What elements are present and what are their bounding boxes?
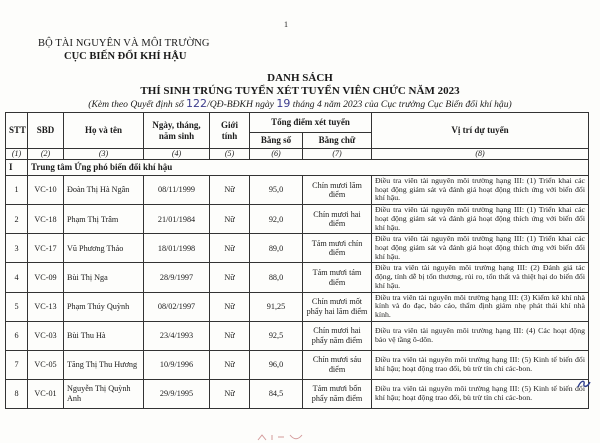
header-score-number: Bằng số — [250, 133, 303, 149]
cell-score-text: Chín mươi hai phẩy năm điểm — [303, 321, 372, 350]
cell-name: Nguyễn Thị Quỳnh Anh — [64, 379, 144, 408]
cell-gender: Nữ — [210, 205, 250, 234]
header-score-text: Bằng chữ — [303, 133, 372, 149]
cell-position: Điều tra viên tài nguyên môi trường hạng III: (1) Triển khai các hoạt động giám sát và đánh giá hoạt động thích ứng với biến đổi khí hậu. — [372, 176, 589, 205]
document-title: DANH SÁCH — [267, 72, 333, 84]
table-row — [6, 379, 589, 408]
cell-dob: 08/11/1999 — [144, 176, 210, 205]
cell-position: Điều tra viên tài nguyên môi trường hạng III: (1) Triển khai các hoạt động giám sát và đánh giá hoạt động thích ứng với biến đổi khí hậu. — [372, 234, 589, 263]
decision-text-1: (Kèm theo Quyết định số — [88, 99, 187, 110]
cell-gender: Nữ — [210, 379, 250, 408]
cell-stt: 1 — [6, 176, 28, 205]
cell-dob: 21/01/1984 — [144, 205, 210, 234]
decision-number-handwritten: 122 — [186, 97, 208, 110]
cell-stt: 7 — [6, 350, 28, 379]
cell-dob: 29/9/1995 — [144, 379, 210, 408]
table-row — [6, 350, 589, 379]
header-score-group: Tổng điểm xét tuyển — [250, 113, 372, 133]
cell-position: Điều tra viên tài nguyên môi trường hạng III: (5) Kinh tế biến đổi khí hậu; hoạt động trao đổi, bù trừ tín chỉ các-bon. — [372, 350, 589, 379]
cell-position: Điều tra viên tài nguyên môi trường hạng III: (3) Kiểm kê khí nhà kính và đo đạc, báo cáo, thẩm định giảm nhẹ phát thải khí nhà kính. — [372, 292, 589, 321]
col-number: (3) — [64, 149, 144, 160]
stamp-edge-mark — [256, 432, 306, 442]
section-name: Trung tâm Ứng phó biến đổi khí hậu — [28, 160, 589, 176]
table-row — [6, 234, 589, 263]
cell-name: Bùi Thu Hà — [64, 321, 144, 350]
table-row — [6, 292, 589, 321]
cell-gender: Nữ — [210, 350, 250, 379]
cell-dob: 08/02/1997 — [144, 292, 210, 321]
cell-score-text: Chín mươi lăm điểm — [303, 176, 372, 205]
cell-name: Đoàn Thị Hà Ngân — [64, 176, 144, 205]
cell-score: 88,0 — [250, 263, 303, 292]
header-position: Vị trí dự tuyển — [372, 113, 589, 149]
cell-score: 91,25 — [250, 292, 303, 321]
header-sbd: SBD — [28, 113, 64, 149]
cell-stt: 2 — [6, 205, 28, 234]
cell-score: 95,0 — [250, 176, 303, 205]
col-number: (2) — [28, 149, 64, 160]
table-row — [6, 205, 589, 234]
initials-signature-mark — [576, 378, 592, 390]
cell-name: Bùi Thị Nga — [64, 263, 144, 292]
department-name: CỤC BIẾN ĐỔI KHÍ HẬU — [64, 51, 187, 62]
cell-name: Phạm Thị Trâm — [64, 205, 144, 234]
cell-score: 92,5 — [250, 321, 303, 350]
cell-score-text: Tám mươi bốn phẩy năm điểm — [303, 379, 372, 408]
decision-text-2: /QĐ-BĐKH ngày — [207, 99, 277, 110]
section-number: I — [6, 160, 28, 176]
cell-sbd: VC-09 — [28, 263, 64, 292]
cell-dob: 23/4/1993 — [144, 321, 210, 350]
table-row — [6, 176, 589, 205]
table-row — [6, 321, 589, 350]
cell-sbd: VC-18 — [28, 205, 64, 234]
cell-name: Phạm Thúy Quỳnh — [64, 292, 144, 321]
cell-score-text: Chín mươi hai điểm — [303, 205, 372, 234]
cell-position: Điều tra viên tài nguyên môi trường hạng III: (5) Kinh tế biến đổi khí hậu; hoạt động trao đổi, bù trừ tín chỉ các-bon. — [372, 379, 589, 408]
cell-stt: 5 — [6, 292, 28, 321]
decision-text-3: tháng 4 năm 2023 của Cục trưởng Cục Biến đổi khí hậu) — [290, 99, 512, 110]
col-number: (5) — [210, 149, 250, 160]
cell-gender: Nữ — [210, 234, 250, 263]
cell-score: 84,5 — [250, 379, 303, 408]
cell-dob: 28/9/1997 — [144, 263, 210, 292]
cell-sbd: VC-05 — [28, 350, 64, 379]
decision-day-handwritten: 19 — [276, 97, 291, 110]
header-gender: Giới tính — [210, 113, 250, 149]
cell-sbd: VC-17 — [28, 234, 64, 263]
cell-sbd: VC-10 — [28, 176, 64, 205]
cell-gender: Nữ — [210, 176, 250, 205]
cell-score-text: Chín mươi sáu điểm — [303, 350, 372, 379]
cell-sbd: VC-03 — [28, 321, 64, 350]
ministry-name: BỘ TÀI NGUYÊN VÀ MÔI TRƯỜNG — [38, 38, 210, 49]
cell-dob: 10/9/1996 — [144, 350, 210, 379]
cell-score: 92,0 — [250, 205, 303, 234]
cell-score-text: Tám mươi tám điểm — [303, 263, 372, 292]
cell-name: Tăng Thị Thu Hương — [64, 350, 144, 379]
cell-stt: 8 — [6, 379, 28, 408]
decision-reference — [0, 97, 600, 110]
cell-position: Điều tra viên tài nguyên môi trường hạng III: (1) Triển khai các hoạt động giám sát và đánh giá hoạt động thích ứng với biến đổi khí hậu. — [372, 205, 589, 234]
cell-score: 96,0 — [250, 350, 303, 379]
header-stt: STT — [6, 113, 28, 149]
table-row — [6, 263, 589, 292]
header-dob: Ngày, tháng, năm sinh — [144, 113, 210, 149]
document-subtitle: THÍ SINH TRÚNG TUYỂN XÉT TUYỂN VIÊN CHỨC NĂM 2023 — [140, 85, 460, 97]
cell-score-text: Tám mươi chín điểm — [303, 234, 372, 263]
col-number: (4) — [144, 149, 210, 160]
cell-name: Vũ Phương Thảo — [64, 234, 144, 263]
cell-position: Điều tra viên tài nguyên môi trường hạng III: (4) Các hoạt động bảo vệ tầng ô-dôn. — [372, 321, 589, 350]
col-number: (1) — [6, 149, 28, 160]
cell-gender: Nữ — [210, 263, 250, 292]
col-number: (8) — [372, 149, 589, 160]
cell-stt: 4 — [6, 263, 28, 292]
cell-stt: 6 — [6, 321, 28, 350]
results-table — [5, 112, 589, 409]
header-name: Họ và tên — [64, 113, 144, 149]
cell-stt: 3 — [6, 234, 28, 263]
col-number: (7) — [303, 149, 372, 160]
cell-score: 89,0 — [250, 234, 303, 263]
cell-position: Điều tra viên tài nguyên môi trường hạng III: (2) Đánh giá tác động, tính dễ bị tổn thương, rủi ro, tổn thất và thiệt hại do biến đổi khí hậu. — [372, 263, 589, 292]
col-number: (6) — [250, 149, 303, 160]
cell-sbd: VC-13 — [28, 292, 64, 321]
cell-gender: Nữ — [210, 321, 250, 350]
page-number: 1 — [284, 20, 288, 29]
cell-score-text: Chín mươi mốt phẩy hai lăm điểm — [303, 292, 372, 321]
cell-dob: 18/01/1998 — [144, 234, 210, 263]
cell-gender: Nữ — [210, 292, 250, 321]
cell-sbd: VC-01 — [28, 379, 64, 408]
